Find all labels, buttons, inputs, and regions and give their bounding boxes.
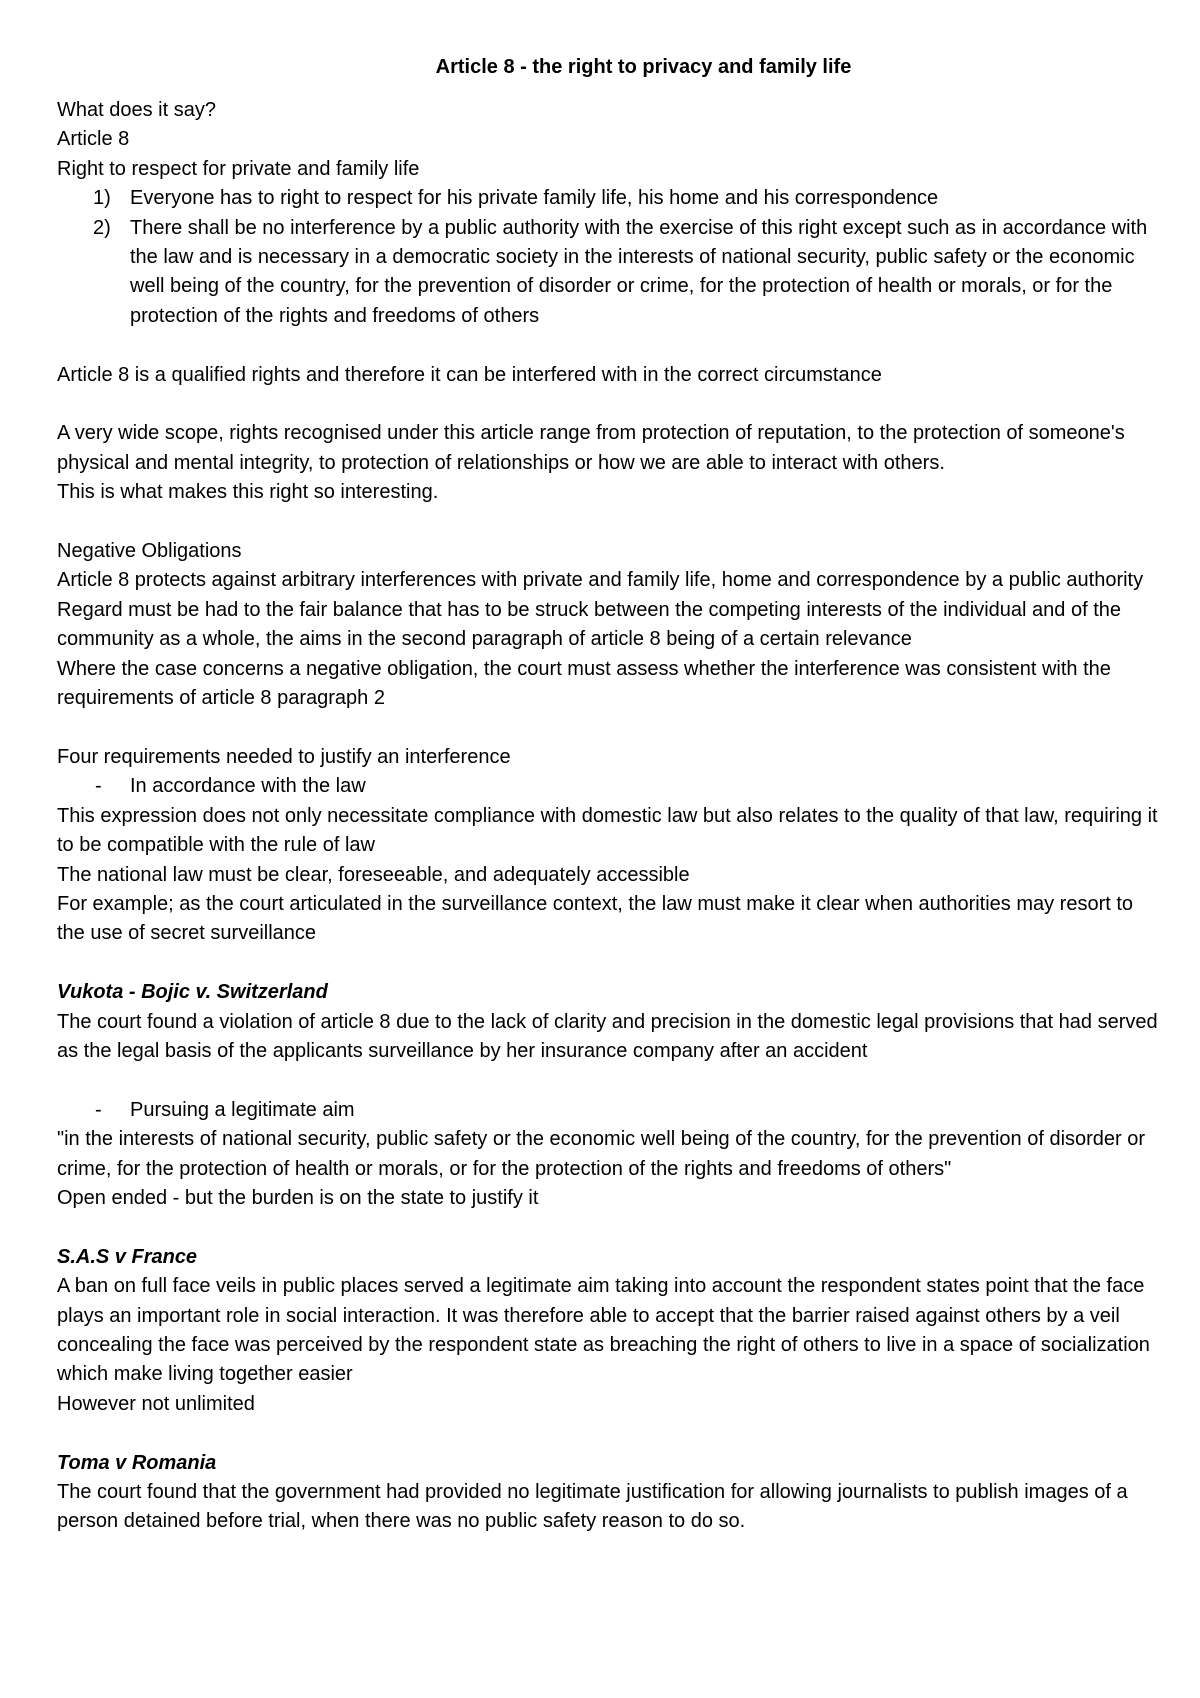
scope-paragraph: A very wide scope, rights recognised under this article range from protection of reputation, to the protection of someone's physical and mental integrity, to protection of relationships or how we are able to interact with others. <box>57 422 1131 474</box>
bullet-marker: - <box>95 1098 102 1121</box>
negative-paragraph-3: Where the case concerns a negative obligation, the court must assess whether the interference was consistent with the requirements of article 8 paragraph 2 <box>57 657 1117 710</box>
article-label: Article 8 <box>57 128 130 151</box>
aim-note: Open ended - but the burden is on the state to justify it <box>57 1186 539 1209</box>
intro-question: What does it say? <box>57 99 216 121</box>
case-summary: The court found that the government had provided no legitimate justification for allowing journalists to publish images of a person detained before trial, when there was no public safety reason to do so. <box>57 1480 1134 1533</box>
article-heading: Right to respect for private and family life <box>57 157 420 180</box>
spacer <box>57 1066 1160 1095</box>
clause-item <box>57 184 1160 213</box>
scope-note: This is what makes this right so interesting. <box>57 481 439 504</box>
page-title: Article 8 - the right to privacy and family life <box>435 56 852 78</box>
clause-text: Everyone has to right to respect for his private family life, his home and his correspondence <box>130 187 939 210</box>
requirements-heading: Four requirements needed to justify an interference <box>57 745 511 768</box>
spacer <box>57 713 1160 742</box>
case-name: S.A.S v France <box>57 1245 198 1268</box>
negative-obligations-heading: Negative Obligations <box>57 540 242 563</box>
law-paragraph-1: This expression does not only necessitate compliance with domestic law but also relates to the quality of that law, requiring it to be compatible with the rule of law <box>57 804 1164 857</box>
case-summary: A ban on full face veils in public places served a legitimate aim taking into account the respondent states point that the face plays an important role in social interaction. It was therefore able to accept that the barrier raised against others by a veil concealing the face was perceived by the respondent state as breaching the right of others to live in a space of socialization which make living together easier <box>57 1275 1156 1386</box>
case-name: Vukota - Bojic v. Switzerland <box>57 981 328 1004</box>
spacer <box>57 1419 1160 1448</box>
spacer <box>57 949 1160 978</box>
case-name: Toma v Romania <box>57 1451 217 1474</box>
clause-marker: 1) <box>93 187 111 210</box>
bullet-text: Pursuing a legitimate aim <box>130 1098 355 1121</box>
bullet-text: In accordance with the law <box>130 775 366 798</box>
spacer <box>57 331 1160 360</box>
law-paragraph-3: For example; as the court articulated in the surveillance context, the law must make it clear when authorities may resort to the use of secret surveillance <box>57 892 1139 945</box>
bullet-marker: - <box>95 775 102 798</box>
spacer <box>57 508 1160 537</box>
requirement-bullet <box>57 772 1160 801</box>
case-note: However not unlimited <box>57 1392 255 1415</box>
qualified-right-paragraph: Article 8 is a qualified rights and therefore it can be interfered with in the correct circumstance <box>57 363 882 386</box>
clause-item <box>57 214 1160 332</box>
requirement-bullet <box>57 1096 1160 1125</box>
case-summary: The court found a violation of article 8 due to the lack of clarity and precision in the domestic legal provisions that had served as the legal basis of the applicants surveillance by her insurance company after an accident <box>57 1010 1164 1062</box>
law-paragraph-2: The national law must be clear, foreseeable, and adequately accessible <box>57 863 690 886</box>
negative-paragraph-1: Article 8 protects against arbitrary interferences with private and family life, home and correspondence by a public authority <box>57 569 1144 592</box>
negative-paragraph-2: Regard must be had to the fair balance that has to be struck between the competing interests of the individual and of the community as a whole, the aims in the second paragraph of article 8 being of a certain relevance <box>57 598 1127 651</box>
spacer <box>57 1213 1160 1242</box>
spacer <box>57 390 1160 419</box>
clause-text: There shall be no interference by a public authority with the exercise of this right except such as in accordance with the law and is necessary in a democratic society in the interests of national security, public safety or the economic well being of the country, for the prevention of disorder or crime, for the protection of health or morals, or for the protection of the rights and freedoms of others <box>130 216 1148 327</box>
aim-quote: "in the interests of national security, public safety or the economic well being of the country, for the prevention of disorder or crime, for the protection of health or morals, or for the protection of the rights and freedoms of others" <box>57 1128 1151 1180</box>
clause-marker: 2) <box>93 216 111 239</box>
